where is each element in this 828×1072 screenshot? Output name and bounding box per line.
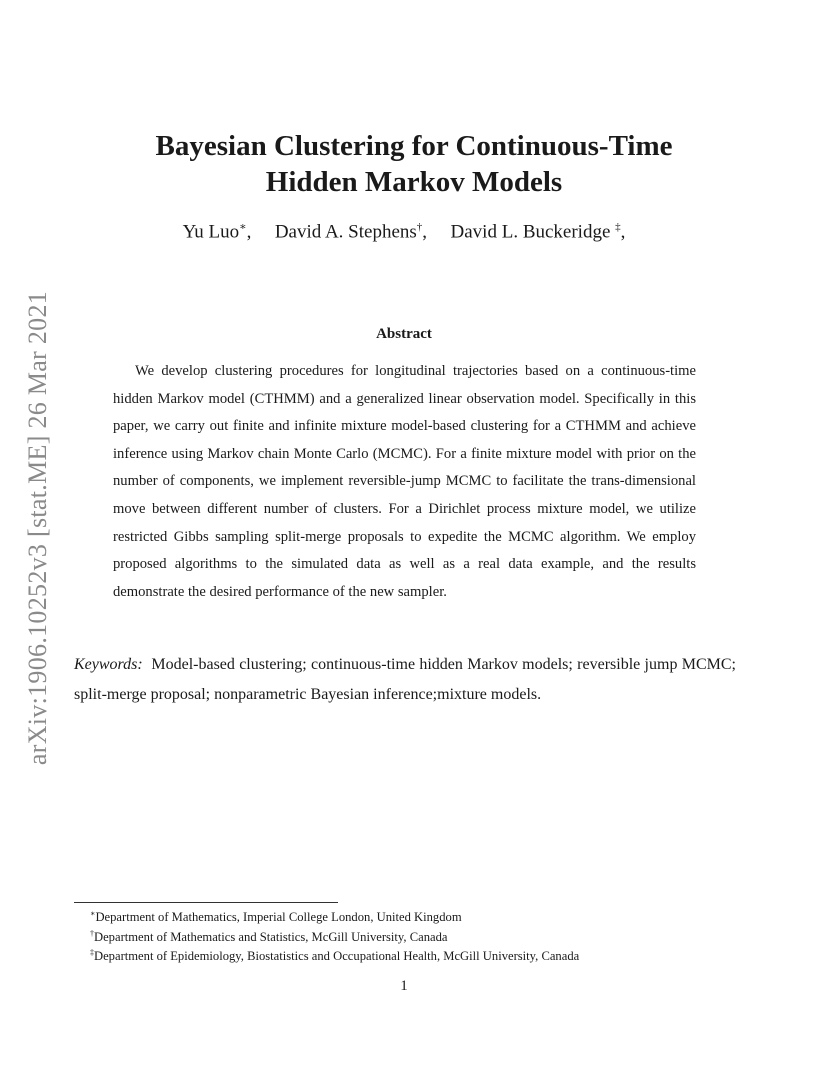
footnote-divider bbox=[74, 902, 338, 903]
title-line-2: Hidden Markov Models bbox=[265, 166, 563, 198]
author-affiliation-mark: ‡ bbox=[615, 221, 621, 233]
page-number: 1 bbox=[400, 978, 408, 994]
footnote-mark: † bbox=[90, 928, 94, 938]
title-line-1: Bayesian Clustering for Continuous-Time bbox=[155, 130, 673, 162]
abstract-heading: Abstract bbox=[376, 326, 432, 342]
footnotes bbox=[90, 906, 579, 965]
keywords-paragraph bbox=[74, 650, 736, 710]
author-name: Yu Luo bbox=[182, 221, 240, 243]
keywords-text: Model-based clustering; continuous-time hidden Markov models; reversible jump MCMC; split-merge proposal; nonparametric Bayesian inference;mixture models. bbox=[74, 656, 736, 703]
arxiv-identifier-stamp: arXiv:1906.10252v3 [stat.ME] 26 Mar 2021 bbox=[23, 290, 52, 766]
keywords-label: Keywords: bbox=[74, 656, 143, 673]
author-separator: , bbox=[620, 221, 626, 243]
author-separator: , bbox=[246, 221, 252, 243]
footnote bbox=[90, 945, 579, 965]
footnote bbox=[90, 926, 579, 946]
author-affiliation-mark: † bbox=[416, 221, 423, 233]
author-name: David L. Buckeridge bbox=[450, 221, 611, 243]
author-list bbox=[0, 220, 808, 243]
author-name: David A. Stephens bbox=[274, 221, 417, 243]
footnote bbox=[90, 906, 579, 926]
abstract-text: We develop clustering procedures for longitudinal trajectories based on a continuous-time hidden Markov model (CTHMM) and a generalized linear observation model. Specifically in this paper, we carry out finite and infinite mixture model-based clustering for a CTHMM and achieve inference using Markov chain Monte Carlo (MCMC). For a finite mixture model with prior on the number of components, we implement reversible-jump MCMC to facilitate the trans-dimensional move between different number of clusters. For a Dirichlet process mixture model, we utilize restricted Gibbs sampling split-merge proposals to expedite the MCMC algorithm. We employ proposed algorithms to the simulated data as well as a real data example, and the results demonstrate the desired performance of the new sampler. bbox=[113, 363, 696, 600]
footnote-mark: ∗ bbox=[90, 909, 96, 918]
footnote-text: Department of Mathematics, Imperial College London, United Kingdom bbox=[95, 910, 462, 925]
author-separator: , bbox=[422, 221, 428, 243]
paper-title bbox=[0, 128, 828, 200]
footnote-mark: ‡ bbox=[90, 948, 94, 958]
footnote-text: Department of Mathematics and Statistics, McGill University, Canada bbox=[94, 929, 448, 944]
footnote-text: Department of Epidemiology, Biostatistics and Occupational Health, McGill University, Canada bbox=[94, 949, 580, 964]
author-affiliation-mark: ∗ bbox=[239, 221, 247, 233]
